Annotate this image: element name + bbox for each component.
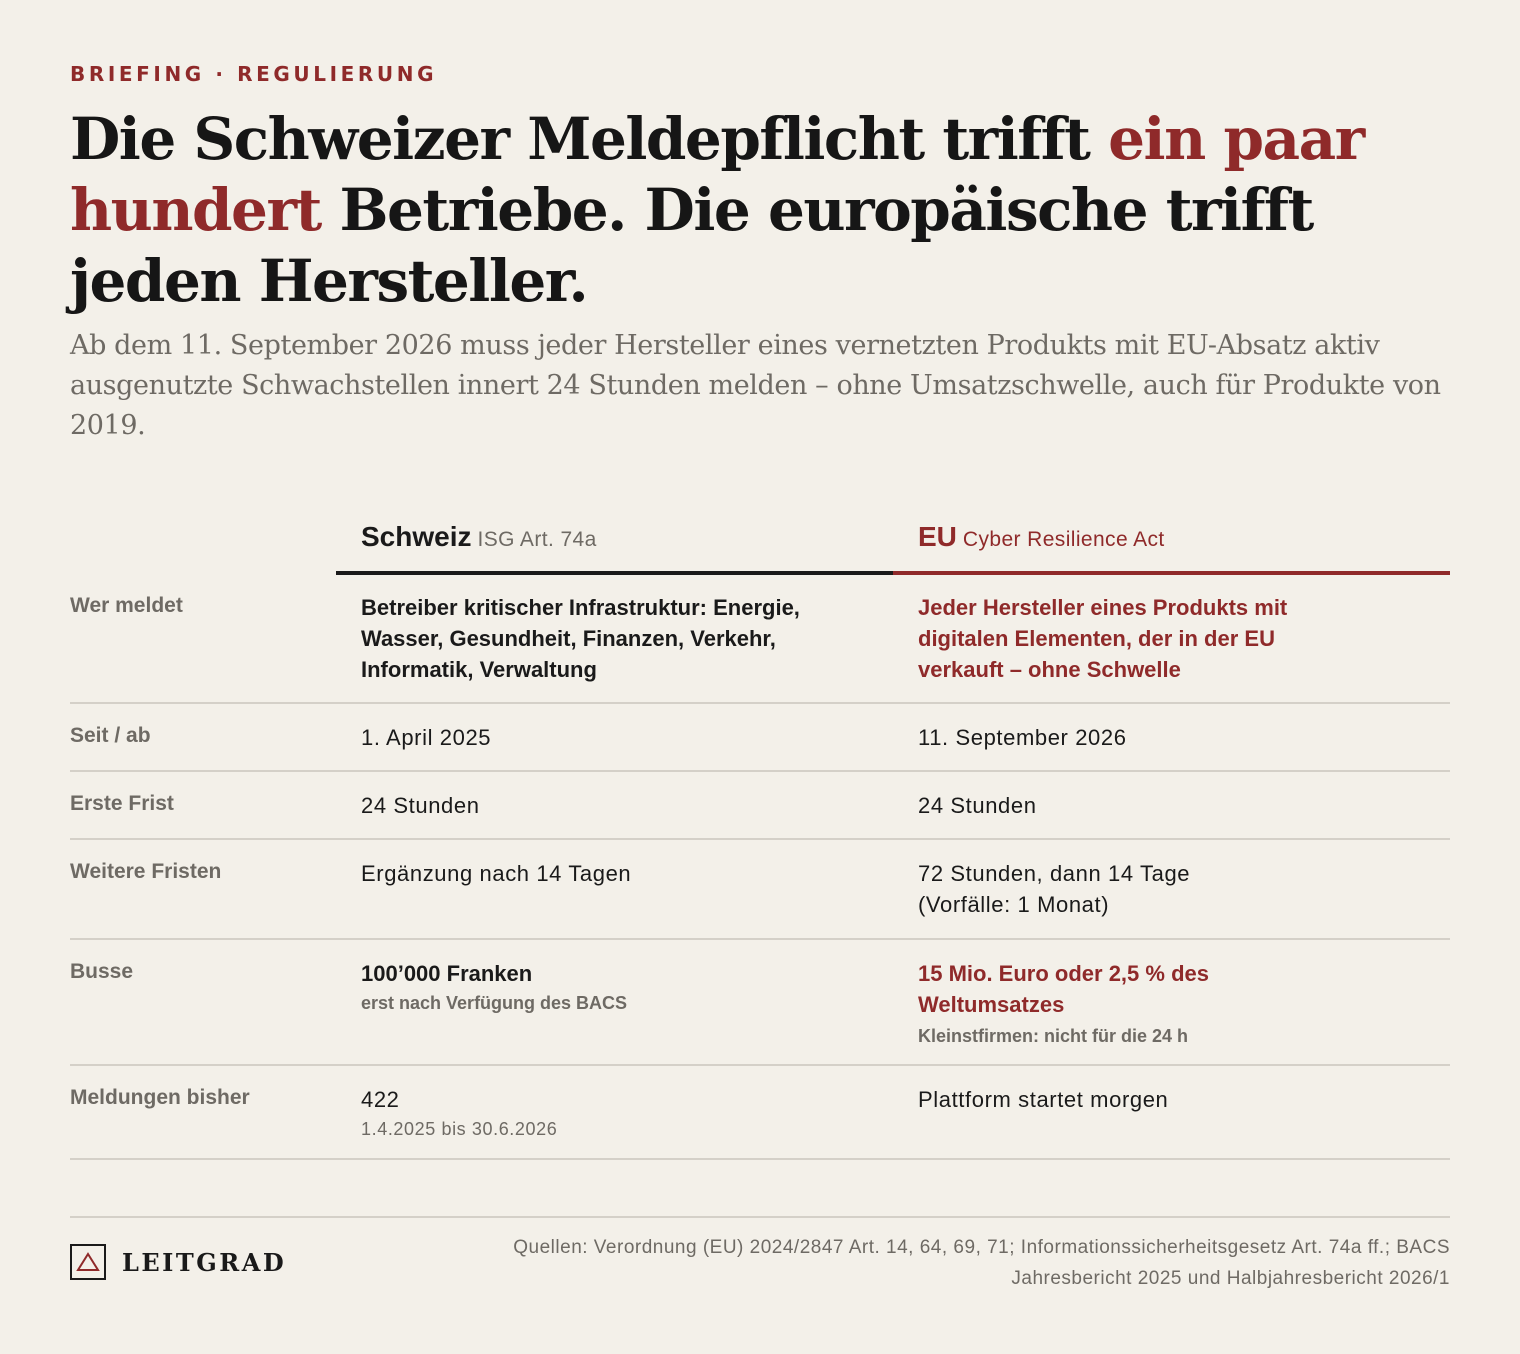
- cell-main-text: 15 Mio. Euro oder 2,5 % des Weltumsatzes: [918, 961, 1209, 1017]
- cell-schweiz: Ergänzung nach 14 Tagen: [361, 861, 632, 886]
- cell-schweiz: Betreiber kritischer Infrastruktur: Energie, Wasser, Gesundheit, Finanzen, Verkehr, Informatik, Verwaltung: [361, 595, 800, 682]
- table-row-weitere-fristen: [70, 840, 1450, 940]
- cell-eu: 24 Stunden: [918, 793, 1037, 818]
- cell-schweiz: 24 Stunden: [361, 793, 480, 818]
- cell-main-text: 72 Stunden, dann 14 Tage: [918, 861, 1191, 886]
- cell-note: erst nach Verfügung des BACS: [361, 993, 628, 1013]
- sources-note: Quellen: Verordnung (EU) 2024/2847 Art. 14, 64, 69, 71; Informationssicherheitsgesetz Art. 74a ff.; BACS Jahresbericht 2025 und Halbjahresbericht 2026/1: [513, 1237, 1450, 1289]
- column-name: Schweiz: [361, 521, 472, 552]
- headline: [70, 104, 1460, 317]
- triangle-icon: [70, 1244, 106, 1280]
- row-label: Busse: [70, 960, 134, 983]
- cell-note: 1.4.2025 bis 30.6.2026: [361, 1119, 558, 1139]
- column-header-eu: [893, 518, 1450, 575]
- row-label: Meldungen bisher: [70, 1086, 250, 1109]
- cell-main-text: 100’000 Franken: [361, 961, 533, 986]
- table-row-meldungen-bisher: [70, 1066, 1450, 1160]
- headline-part-1: Die Schweizer Meldepflicht trifft: [70, 105, 1109, 173]
- cell-schweiz: [361, 1084, 881, 1143]
- cell-main-text: 422: [361, 1087, 400, 1112]
- column-name: EU: [918, 521, 957, 552]
- kicker: BRIEFING · REGULIERUNG: [70, 62, 438, 86]
- table-row-erste-frist: [70, 772, 1450, 840]
- table-row-wer-meldet: [70, 574, 1450, 704]
- headline-accent: ein paar hundert: [70, 105, 1364, 244]
- column-header-schweiz: [336, 518, 893, 575]
- brand-name: LEITGRAD: [122, 1247, 287, 1277]
- headline-part-2: Betriebe. Die europäische trifft jeden Hersteller.: [70, 176, 1313, 315]
- cell-secondary-text: (Vorfälle: 1 Monat): [918, 892, 1110, 917]
- row-label: Erste Frist: [70, 792, 174, 815]
- table-row-busse: [70, 940, 1450, 1066]
- cell-eu: [918, 958, 1298, 1050]
- brand-logo: [70, 1244, 286, 1280]
- column-subtitle: Cyber Resilience Act: [962, 528, 1165, 551]
- cell-eu: Plattform startet morgen: [918, 1087, 1169, 1112]
- table-header: [70, 518, 1450, 574]
- row-label: Wer meldet: [70, 594, 183, 617]
- cell-schweiz: 1. April 2025: [361, 725, 492, 750]
- row-label: Weitere Fristen: [70, 860, 222, 883]
- comparison-table: [70, 518, 1450, 1160]
- row-label: Seit / ab: [70, 724, 151, 747]
- cell-schweiz: [361, 958, 881, 1017]
- dek: Ab dem 11. September 2026 muss jeder Hersteller eines vernetzten Produkts mit EU-Absatz aktiv ausgenutzte Schwachstellen innert 24 Stunden melden – ohne Umsatzschwelle, auch für Produkte von 2019.: [70, 330, 1441, 441]
- footer-divider: [70, 1216, 1450, 1218]
- cell-eu: 11. September 2026: [918, 725, 1127, 750]
- column-subtitle: ISG Art. 74a: [477, 528, 597, 551]
- cell-eu: [918, 858, 1438, 920]
- table-row-seit-ab: [70, 704, 1450, 772]
- cell-note: Kleinstfirmen: nicht für die 24 h: [918, 1026, 1189, 1046]
- cell-eu: Jeder Hersteller eines Produkts mit digitalen Elementen, der in der EU verkauft – ohne Schwelle: [918, 595, 1288, 682]
